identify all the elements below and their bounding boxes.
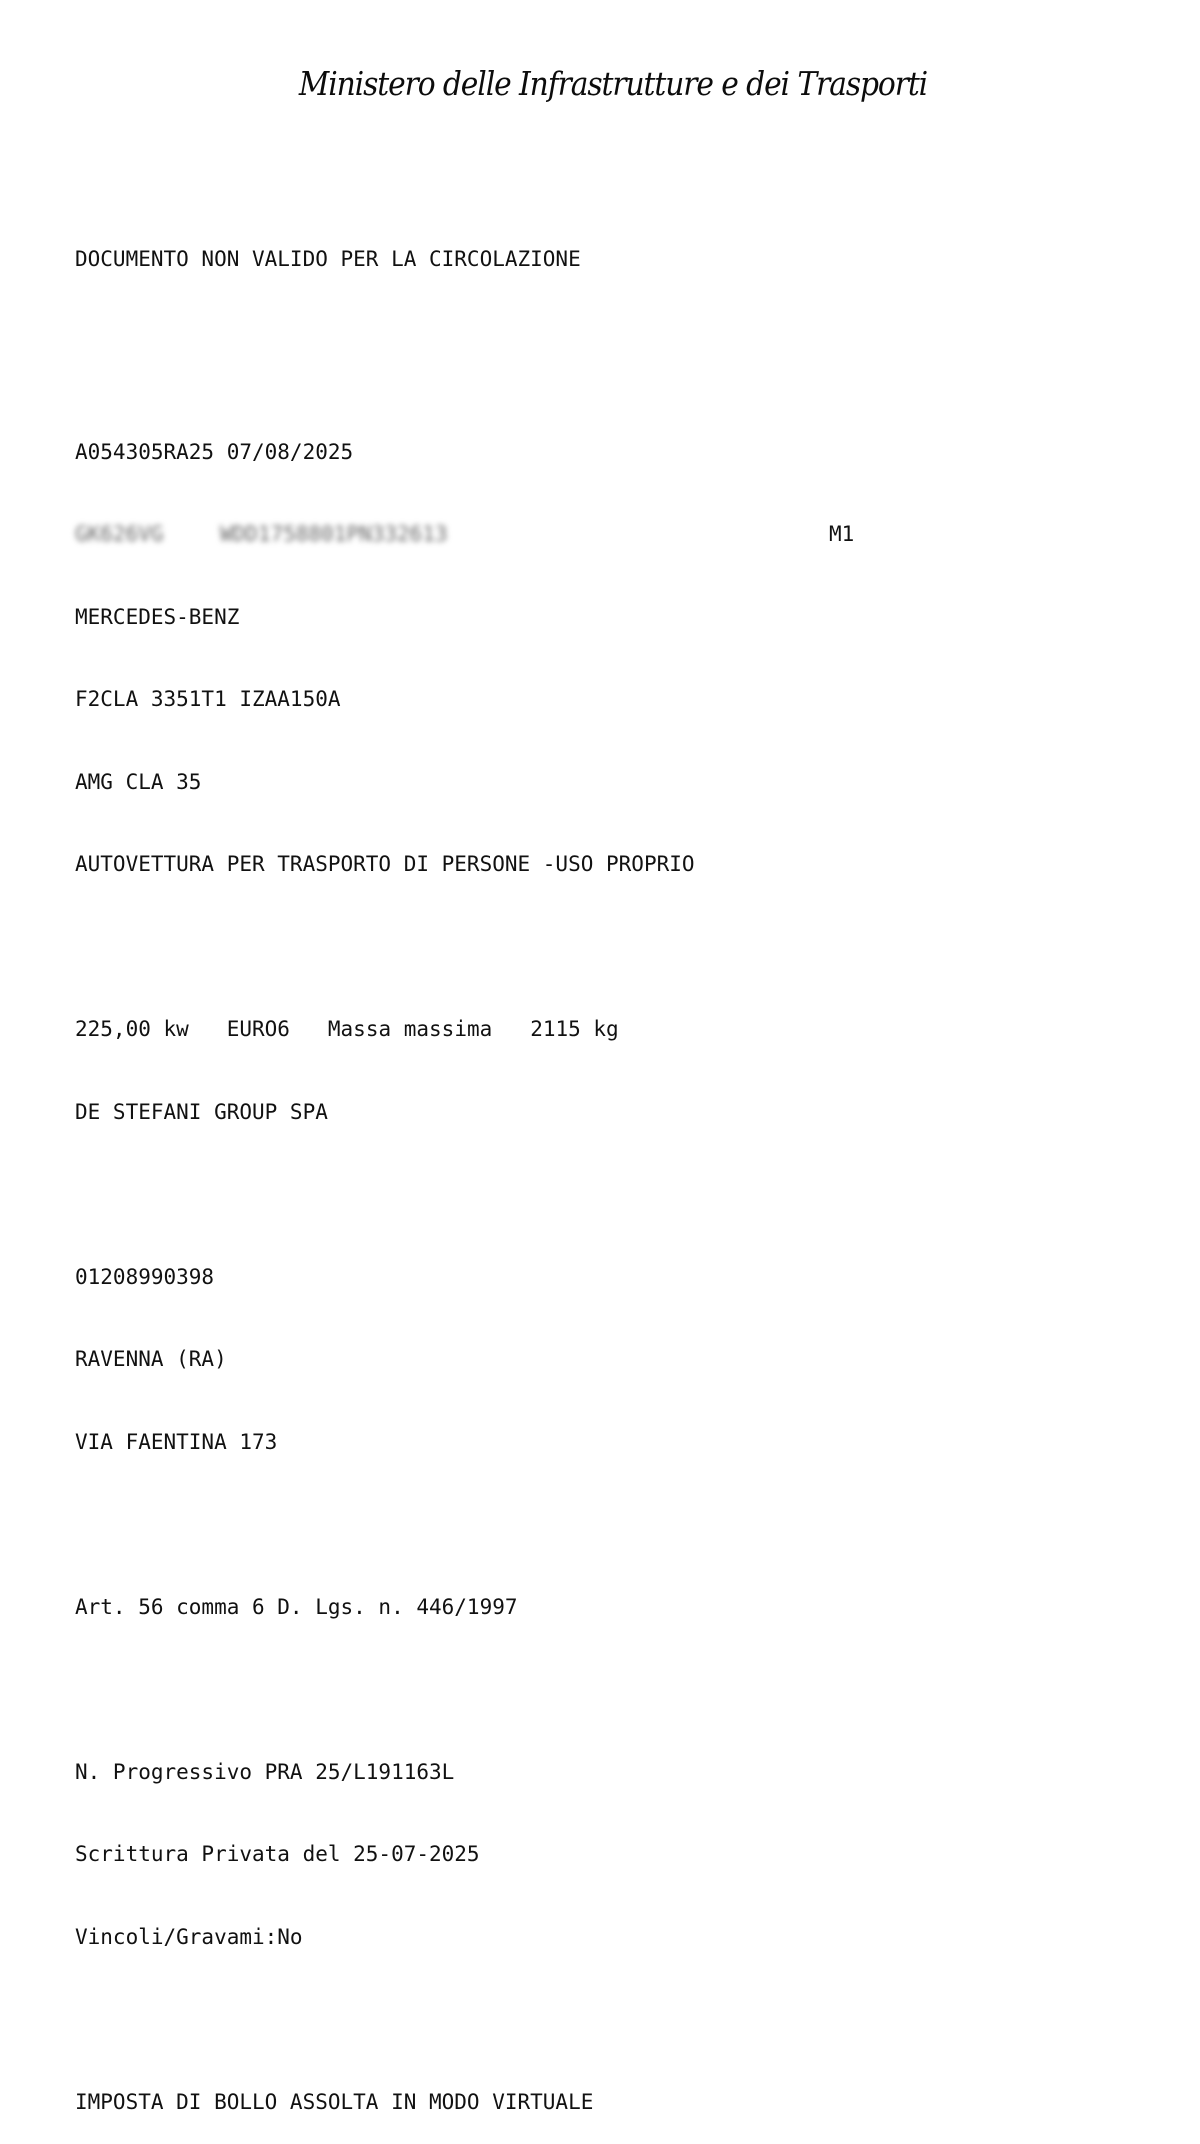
make-line: MERCEDES-BENZ — [75, 604, 240, 629]
spacer — [75, 1181, 1125, 1209]
power-value: 225,00 kw — [75, 1017, 189, 1041]
specs-line — [75, 1016, 1125, 1044]
pra-progressive-line: N. Progressivo PRA 25/L191163L — [75, 1759, 455, 1784]
stamp-duty-line: IMPOSTA DI BOLLO ASSOLTA IN MODO VIRTUALE — [75, 2089, 594, 2114]
vehicle-use-line: AUTOVETTURA PER TRASPORTO DI PERSONE -USO PROPRIO — [75, 852, 695, 876]
plate-number: GK626VG — [75, 522, 164, 546]
vehicle-category: M1 — [829, 522, 855, 546]
code-date-line: A054305RA25 07/08/2025 — [75, 439, 354, 464]
type-code-line: F2CLA 3351T1 IZAA150A — [75, 687, 341, 711]
mass-label: Massa massima — [327, 1017, 493, 1041]
spacer — [75, 1511, 1125, 1539]
liens-line: Vincoli/Gravami:No — [75, 1924, 303, 1949]
spacer — [75, 329, 1125, 384]
model-line: AMG CLA 35 — [75, 769, 202, 794]
mass-value: 2115 kg — [530, 1017, 619, 1041]
owner-city-line: RAVENNA (RA) — [75, 1347, 227, 1371]
legal-reference-line: Art. 56 comma 6 D. Lgs. n. 446/1997 — [75, 1594, 518, 1619]
deed-line: Scrittura Privata del 25-07-2025 — [75, 1842, 480, 1866]
owner-tax-code-line: 01208990398 — [75, 1264, 215, 1289]
ministry-title: Ministero delle Infrastrutture e dei Trasporti — [298, 64, 928, 103]
plate-vin-row — [75, 521, 1125, 549]
emission-class: EURO6 — [226, 1017, 290, 1041]
document-body — [75, 191, 1125, 2144]
spacer — [75, 934, 1125, 962]
spacer — [75, 2006, 1125, 2034]
owner-name-line: DE STEFANI GROUP SPA — [75, 1099, 328, 1124]
notice-line: DOCUMENTO NON VALIDO PER LA CIRCOLAZIONE — [75, 247, 581, 271]
spacer — [75, 1676, 1125, 1704]
owner-address-line: VIA FAENTINA 173 — [75, 1429, 278, 1454]
vin-number: WDD1758801PN332613 — [220, 522, 448, 546]
